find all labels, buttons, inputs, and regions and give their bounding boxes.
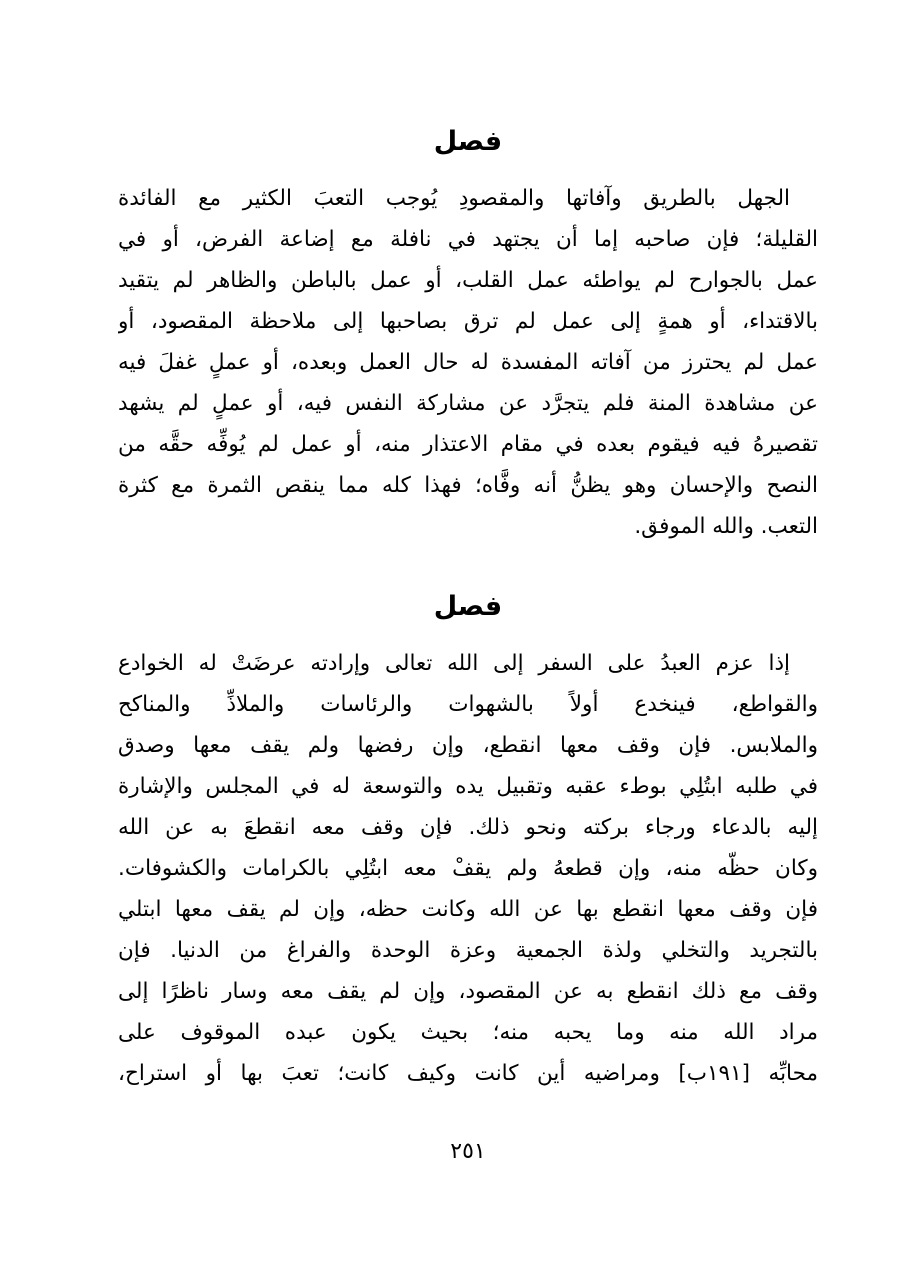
text-line: الجهل بالطريق وآفاتها والمقصودِ يُوجب التعبَ الكثير مع الفائدة — [118, 186, 790, 211]
text-line: إذا عزم العبدُ على السفر إلى الله تعالى وإرادته عرضَتْ له الخوادع — [118, 651, 790, 676]
text-line: وقف مع ذلك انقطع به عن المقصود، وإن لم يقف معه وسار ناظرًا إلى — [118, 979, 818, 1004]
text-line: التعب. والله الموفق. — [634, 514, 818, 539]
text-line: فإن وقف معها انقطع بها عن الله وكانت حظه، وإن لم يقف معها ابتلي — [118, 897, 818, 922]
text-line: بالاقتداء، أو همةٍ إلى عمل لم ترق بصاحبها إلى ملاحظة المقصود، أو — [118, 309, 818, 334]
page-number: ٢٥١ — [450, 1139, 486, 1164]
text-line: والقواطع، فينخدع أولاً بالشهوات والرئاسات والملاذِّ والمناكح — [118, 692, 818, 717]
text-line: تقصيرهُ فيه فيقوم بعده في مقام الاعتذار منه، أو عمل لم يُوفِّه حقَّه من — [118, 432, 818, 457]
text-line: في طلبه ابتُلِي بوطء عقبه وتقبيل يده والتوسعة له في المجلس والإشارة — [118, 774, 818, 799]
text-line: وكان حظّه منه، وإن قطعهُ ولم يقفْ معه ابتُلِي بالكرامات والكشوفات. — [118, 856, 818, 881]
text-line: بالتجريد والتخلي ولذة الجمعية وعزة الوحدة والفراغ من الدنيا. فإن — [118, 938, 818, 963]
section-heading: فصل — [433, 126, 503, 157]
text-line: عمل لم يحترز من آفاته المفسدة له حال العمل وبعده، أو عملٍ غفلَ فيه — [118, 350, 818, 375]
section-paragraph — [118, 643, 818, 1094]
book-page — [118, 0, 818, 1271]
text-line: عن مشاهدة المنة فلم يتجرَّد عن مشاركة النفس فيه، أو عملٍ لم يشهد — [118, 391, 818, 416]
text-line: إليه بالدعاء ورجاء بركته ونحو ذلك. فإن وقف معه انقطعَ به عن الله — [118, 815, 818, 840]
text-line: النصح والإحسان وهو يظنُّ أنه وفَّاه؛ فهذا كله مما ينقص الثمرة مع كثرة — [118, 473, 818, 498]
section-paragraph — [118, 178, 818, 547]
section-heading: فصل — [433, 591, 503, 622]
text-line: مراد الله منه وما يحبه منه؛ بحيث يكون عبده الموقوف على — [118, 1020, 818, 1045]
text-line: عمل بالجوارح لم يواطئه عمل القلب، أو عمل بالباطن والظاهر لم يتقيد — [118, 268, 818, 293]
text-line: القليلة؛ فإن صاحبه إما أن يجتهد في نافلة مع إضاعة الفرض، أو في — [118, 227, 818, 252]
text-line: والملابس. فإن وقف معها انقطع، وإن رفضها ولم يقف معها وصدق — [118, 733, 818, 758]
text-line: محابِّه [١٩١ب] ومراضيه أين كانت وكيف كانت؛ تعبَ بها أو استراح، — [118, 1061, 818, 1086]
